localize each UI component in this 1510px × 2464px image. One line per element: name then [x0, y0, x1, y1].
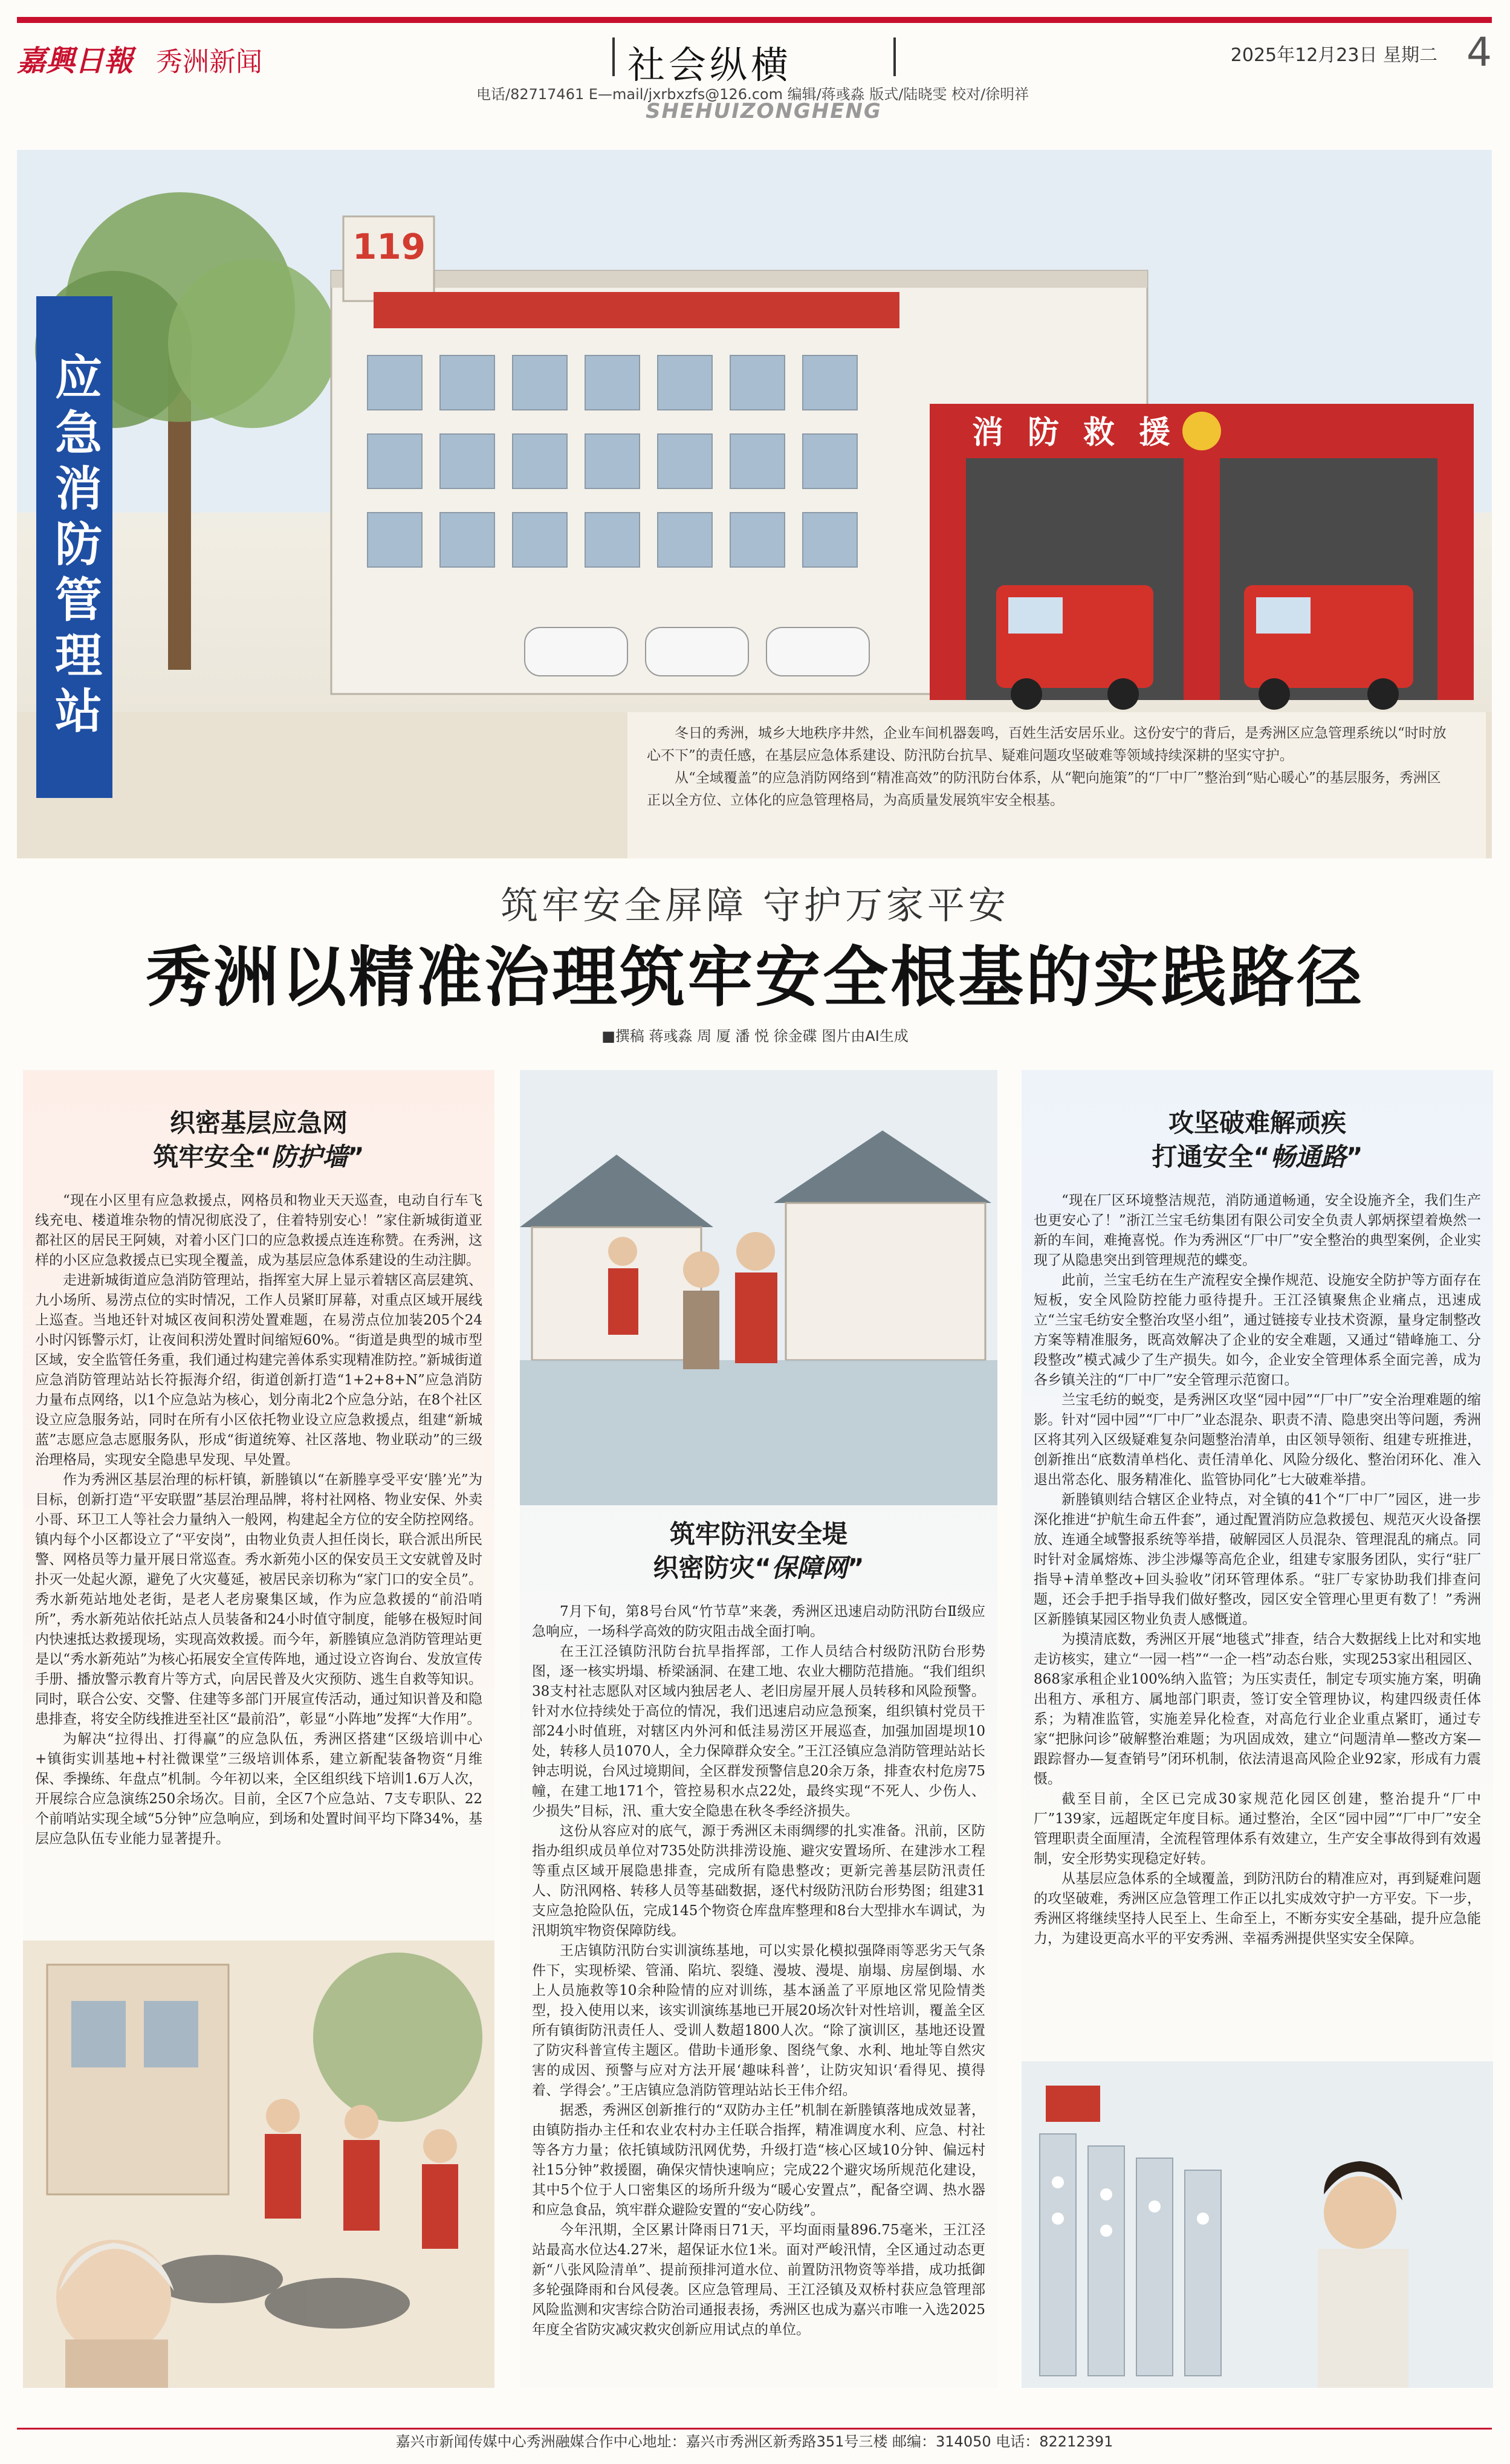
column-right-body	[1034, 1191, 1481, 1949]
page-number: 4	[1466, 29, 1492, 76]
paragraph: 此前，兰宝毛纺在生产流程安全操作规范、设施安全防护等方面存在短板，安全风险防控能力亟待提升。王江泾镇聚焦企业痛点，迅速成立“兰宝毛纺安全整治攻坚小组”，通过链接专业技术资源，量身定制整改方案等精准服务，既高效解决了企业的安全难题，又通过“错峰施工、分段整改”模式减少了生产损失。如今，企业安全管理体系全面完善，成为各乡镇关注的“厂中厂”安全管理示范窗口。	[1034, 1273, 1481, 1388]
heading-emphasis: 保障网	[771, 1553, 847, 1583]
section-title: 社会纵横	[627, 43, 792, 87]
paragraph: 在王江泾镇防汛防台抗旱指挥部，工作人员结合村级防汛防台形势图，逐一核实坍塌、桥梁涵洞、在建工地、农业大棚防范措施。“我们组织38支村社志愿队对区域内独居老人、老旧房屋开展人员转移和风险预警。针对水位持续处于高位的情况，我们迅速启动应急预案，组织镇村党员干部24小时值班，对辖区内外河和低洼易涝区开展巡查，加强加固堤坝10处，转移人员1070人，全力保障群众安全。”王江泾镇应急消防管理站站长钟志明说，台风过境期间，全区群发预警信息20余万条，排查农村危房75幢，在建工地171个，管控易积水点22处，最终实现“不死人、少伤人、少损失”目标，汛、重大安全隐患在秋冬季经济损失。	[532, 1644, 985, 1819]
fire-rescue-sign: 消防救援	[972, 415, 1195, 451]
section-pinyin: SHEHUIZONGHENG	[646, 99, 882, 123]
paragraph: 走进新城街道应急消防管理站，指挥室大屏上显示着辖区高层建筑、九小场所、易涝点位的实时情况，工作人员紧盯屏幕，对重点区域开展线上巡查。当地还针对城区夜间积涝处置难题，在易涝点位加装205个24小时闪铄警示灯，让夜间积涝处置时间缩短60%。“街道是典型的城市型区域，安全监管任务重，我们通过构建完善体系实现精准防控。”新城街道应急消防管理站站长符振海介绍，街道创新打造“1+2+8+N”应急消防力量布点网络，以1个应急站为核心，划分南北2个应急分站，在8个社区设立应急服务站，同时在所有小区依托物业设立应急救援点，组建“新城蓝”志愿应急志愿服务队，形成“街道统筹、社区落地、物业联动”的三级治理格局，实现安全隐患早发现、早处置。	[35, 1273, 482, 1468]
column-middle-body	[532, 1602, 985, 2340]
textile-factory-illustration	[1022, 2061, 1493, 2388]
column-middle-heading-line2	[532, 1551, 985, 1585]
heading-emphasis: 畅通路	[1269, 1142, 1346, 1172]
column-right-heading	[1034, 1106, 1481, 1174]
edition-name: 秀洲新闻	[156, 47, 262, 77]
paragraph: 王店镇防汛防台实训演练基地，可以实景化模拟强降雨等恶劣天气条件下，实现桥梁、管涌、陷坑、裂缝、漫坡、漫堤、崩塌、房屋倒塌、水上人员施救等10余种险情的应对训练，基本涵盖了平原地区常见险情类型，投入使用以来，该实训演练基地已开展20场次针对性培训，覆盖全区所有镇街防汛责任人、受训人数超1800人次。“除了演训区，基地还设置了防灾科普宣传主题区。借助卡通形象、图绕气象、水利、地址等自然灾害的成因、预警与应对方法开展‘趣味科普’，让防灾知识‘看得见、摸得着、学得会’。”王店镇应急消防管理站站长王伟介绍。	[532, 1943, 985, 2098]
column-middle-heading	[532, 1517, 985, 1585]
column-left-heading-line2	[35, 1140, 482, 1174]
paragraph: 7月下旬，第8号台风“竹节草”来袭，秀洲区迅速启动防汛防台Ⅱ级应急响应，一场科学高效的防灾阻击战全面打响。	[532, 1604, 985, 1639]
top-red-rule	[17, 17, 1492, 23]
community-volunteers-illustration	[23, 1940, 494, 2388]
paragraph: 今年汛期，全区累计降雨日71天，平均面雨量896.75毫米，王江泾站最高水位达4.27米，超保证水位1米。面对严峻汛情，全区通过动态更新“八张风险清单”、提前预排河道水位、前置防汛物资等举措，成功抵御多轮强降雨和台风侵袭。区应急管理局、王江泾镇及双桥村获应急管理部风险监测和灾害综合防治司通报表扬，秀洲区也成为嘉兴市唯一入选2025年度全省防灾减灾救灾创新应用试点的单位。	[532, 2222, 985, 2338]
footer-address: 嘉兴市新闻传媒中心秀洲融媒合作中心地址：嘉兴市秀洲区新秀路351号三楼 邮编：314050 电话：82212391	[17, 2428, 1492, 2449]
paragraph: 截至目前，全区已完成30家规范化园区创建，整治提升“厂中厂”139家，远超既定年度目标。通过整治，全区“园中园”“厂中厂”安全管理职责全面厘清，全流程管理体系有效建立，生产安全事故得到有效遏制，安全形势实现稳定好转。	[1034, 1791, 1481, 1867]
hero-caption	[647, 722, 1451, 812]
hero-caption-p1: 冬日的秀洲，城乡大地秩序井然，企业车间机器轰鸣，百姓生活安居乐业。这份安宁的背后，是秀洲区应急管理系统以“时时放心不下”的责任感，在基层应急体系建设、防汛防台抗旱、疑难问题攻坚破难等领域持续深耕的坚实守护。	[647, 725, 1447, 764]
heading-suffix: ”	[1346, 1142, 1363, 1172]
column-left-body	[35, 1191, 482, 1849]
paragraph: “现在小区里有应急救援点，网格员和物业天天巡查，电动自行车飞线充电、楼道堆杂物的情况彻底没了，住着特别安心！”家住新城街道亚都社区的居民王阿姨，对着小区门口的应急救援点连连称赞。在秀洲，这样的小区应急救援点已实现全覆盖，成为基层应急体系建设的生动注脚。	[35, 1193, 482, 1268]
article-column-middle	[520, 1070, 997, 2388]
article-column-right	[1022, 1070, 1493, 2388]
paragraph: 作为秀洲区基层治理的标杆镇，新塍镇以“在新塍享受平安‘塍’光”为目标，创新打造“平安联盟”基层治理品牌，将村社网格、物业安保、外卖小哥、环卫工人等社会力量纳入一般网，构建起全方位的安全防控网络。镇内每个小区都设立了“平安岗”，由物业负责人担任岗长，联合派出所民警、网格员等力量开展日常巡查。秀水新苑小区的保安员王文安就曾及时扑灭一处起火源，避免了火灾蔓延，被居民亲切称为“家门口的安全员”。秀水新苑站地处老街，是老人老房聚集区域，作为应急救援的“前沿哨所”，秀水新苑站依托站点人员装备和24小时值守制度，能够在极短时间内快速抵达救援现场，实现高效救援。而今年，新塍镇应急消防管理站更是以“秀水新苑站”为核心拓展安全宣传阵地，通过设立咨询台、发放宣传手册、播放警示教育片等方式，向居民普及火灾预防、逃生自救等知识。同时，联合公安、交警、住建等多部门开展宣传活动，通过知识普及和隐患排查，将安全防线推进至社区“最前沿”，彰显“小阵地”发挥“大作用”。	[35, 1472, 482, 1727]
paragraph: 为摸清底数，秀洲区开展“地毯式”排查，结合大数据线上比对和实地走访核实，建立“一园一档”“一企一档”动态台账，实现253家出租园区、868家承租企业100%纳入监管；为压实责任，制定专项实施方案，明确出租方、承租方、属地部门职责，签订安全管理协议，构建四级责任体系；为精准监管，实施差异化检查，对高危行业企业重点紧盯，通过专家“把脉问诊”破解整治难题；为巩固成效，建立“问题清单—整改方案—跟踪督办—复查销号”闭环机制，依法清退高风险企业92家，形成有力震慑。	[1034, 1632, 1481, 1787]
tower-number: 119	[352, 226, 426, 267]
section-divider-right	[893, 37, 896, 76]
headline-main: 秀洲以精准治理筑牢安全根基的实践路径	[145, 940, 1364, 1016]
paragraph: 这份从容应对的底气，源于秀洲区未雨绸缪的扎实准备。汛前，区防指办组织成员单位对735处防洪排涝设施、避灾安置场所、在建涉水工程等重点区域开展隐患排查，完成所有隐患整改；更新完善基层防汛责任人、防汛网格、转移人员等基础数据，逐代村级防汛防台形势图；组建31支应急抢险队伍，完成145个物资仓库盘库整理和8台大型排水车调试，为汛期筑牢物资保障防线。	[532, 1823, 985, 1939]
column-left-heading-line1: 织密基层应急网	[169, 1108, 348, 1138]
newspaper-logo: 嘉興日報	[17, 44, 134, 78]
byline: ■撰稿 蒋彧淼 周 厦 潘 悦 徐金碟 图片由AI生成	[601, 1028, 909, 1045]
masthead	[17, 29, 1492, 123]
paragraph: 兰宝毛纺的蜕变，是秀洲区攻坚“园中园”“厂中厂”安全治理难题的缩影。针对“园中园”“厂中厂”业态混杂、职责不清、隐患突出等问题，秀洲区将其列入区级疑难复杂问题整治清单，由区领导领衔、组建专班推进，创新推出“底数清单档化、责任清单化、风险分级化、整治闭环化、准入退出常态化、服务精准化、监管协同化”七大破难举措。	[1034, 1392, 1481, 1488]
emergency-station-banner: 应急消防管理站	[36, 296, 112, 798]
heading-prefix: 打通安全“	[1152, 1142, 1270, 1172]
issue-date: 2025年12月23日 星期二	[1230, 45, 1437, 66]
heading-emphasis: 防护墙	[271, 1142, 348, 1172]
paragraph: 新塍镇则结合辖区企业特点，对全镇的41个“厂中厂”园区，进一步深化推进“护航生命五件套”，通过配置消防应急救援包、规范灭火设备摆放、连通全域警报系统等举措，破解园区人员混杂、管理混乱的痛点。同时针对金属熔炼、涉尘涉爆等高危企业，组建专家服务团队，实行“驻厂指导+清单整改+回头验收”闭环管理体系。“驻厂专家协助我们排查问题，还会手把手指导我们做好整改，园区安全管理心里更有数了！”秀洲区新塍镇某园区物业负责人感慨道。	[1034, 1492, 1481, 1627]
heading-suffix: ”	[348, 1142, 365, 1172]
flood-rescue-illustration	[520, 1070, 997, 1505]
paragraph: 从基层应急体系的全域覆盖，到防汛防台的精准应对，再到疑难问题的攻坚破难，秀洲区应急管理工作正以扎实成效守护一方平安。下一步，秀洲区将继续坚持人民至上、生命至上，不断夯实安全基础，提升应急能力，为建设更高水平的平安秀洲、幸福秀洲提供坚实安全保障。	[1034, 1871, 1481, 1947]
paragraph: 为解决“拉得出、打得赢”的应急队伍，秀洲区搭建“区级培训中心+镇街实训基地+村社微课堂”三级培训体系，建立新配装备物资“月维保、季操练、年盘点”机制。今年初以来，全区组织线下培训1.6万人次，开展综合应急演练250余场次。目前，全区7个应急站、7支专职队、22个前哨站实现全域“5分钟”应急响应，到场和处置时间平均下降34%，基层应急队伍专业能力显著提升。	[35, 1731, 482, 1847]
column-right-heading-line2	[1034, 1140, 1481, 1174]
section-divider-left	[612, 37, 615, 76]
column-right-heading-line1: 攻坚破难解顽疾	[1168, 1108, 1346, 1138]
heading-prefix: 织密防灾“	[653, 1553, 771, 1583]
paragraph: “现在厂区环境整洁规范，消防通道畅通，安全设施齐全，我们生产也更安心了！”浙江兰宝毛纺集团有限公司安全负责人郭炳探望着焕然一新的车间，难掩喜悦。作为秀洲区“厂中厂”安全整治的典型案例，企业实现了从隐患突出到管理规范的蝶变。	[1034, 1193, 1481, 1268]
column-middle-heading-line1: 筑牢防汛安全堤	[669, 1519, 847, 1549]
article-column-left	[23, 1070, 494, 2388]
column-left-heading	[35, 1106, 482, 1174]
editor-credits: 电话/82717461 E—mail/jxrbxzfs@126.com 编辑/蒋彧淼 版式/陆晓雯 校对/徐明祥	[476, 86, 1029, 103]
heading-suffix: ”	[847, 1553, 864, 1583]
heading-prefix: 筑牢安全“	[153, 1142, 271, 1172]
headline-subtitle: 筑牢安全屏障 守护万家平安	[501, 883, 1009, 927]
hero-caption-p2: 从“全域覆盖”的应急消防网络到“精准高效”的防汛防台体系，从“靶向施策”的“厂中厂”整治到“贴心暖心”的基层服务，秀洲区正以全方位、立体化的应急管理格局，为高质量发展筑牢安全根基。	[647, 770, 1441, 808]
paragraph: 据悉，秀洲区创新推行的“双防办主任”机制在新塍镇落地成效显著，由镇防指办主任和农业农村办主任联合指挥，精准调度水利、应急、村社等各方力量；依托镇域防汛网优势，升级打造“核心区域10分钟、偏远村社15分钟”救援圈，确保灾情快速响应；完成22个避灾场所规范化建设，其中5个位于人口密集区的场所升级为“暖心安置点”，配备空调、热水器和应急食品，筑牢群众避险安置的“安心防线”。	[532, 2103, 985, 2218]
